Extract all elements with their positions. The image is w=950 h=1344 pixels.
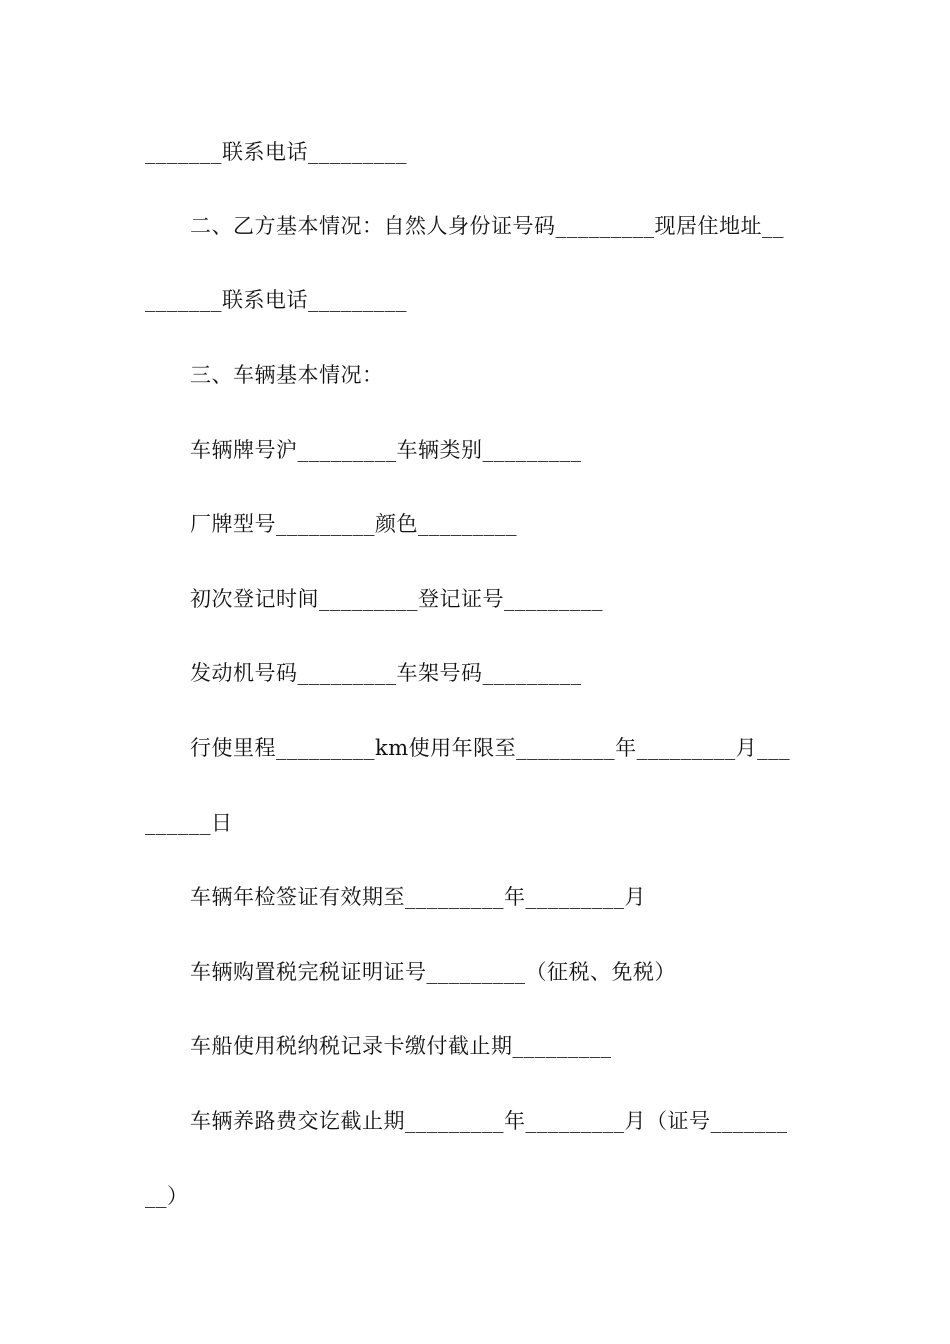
engine-frame-number-line: 发动机号码_________车架号码_________ (190, 661, 582, 685)
brand-model-color-line: 厂牌型号_________颜色_________ (190, 512, 517, 536)
party-b-contact-phone-line: _______联系电话_________ (145, 288, 407, 312)
mileage-service-life-line: 行使里程_________km使用年限至_________年_________月___ (190, 736, 791, 760)
road-maintenance-certificate-end-line: __） (145, 1184, 189, 1208)
party-a-contact-phone-line: _______联系电话_________ (145, 140, 407, 164)
road-maintenance-fee-deadline-line: 车辆养路费交讫截止期_________年_________月（证号_______ (190, 1109, 788, 1133)
purchase-tax-certificate-line: 车辆购置税完税证明证号_________（征税、免税） (190, 960, 676, 984)
annual-inspection-validity-line: 车辆年检签证有效期至_________年_________月 (190, 885, 646, 909)
plate-number-category-line: 车辆牌号沪_________车辆类别_________ (190, 438, 582, 462)
party-b-basic-info-line: 二、乙方基本情况：自然人身份证号码_________现居住地址__ (190, 214, 784, 238)
vehicle-vessel-tax-deadline-line: 车船使用税纳税记录卡缴付截止期_________ (190, 1034, 612, 1058)
registration-date-number-line: 初次登记时间_________登记证号_________ (190, 587, 603, 611)
vehicle-basic-info-heading: 三、车辆基本情况： (190, 363, 384, 387)
service-life-day-line: ______日 (145, 811, 233, 835)
